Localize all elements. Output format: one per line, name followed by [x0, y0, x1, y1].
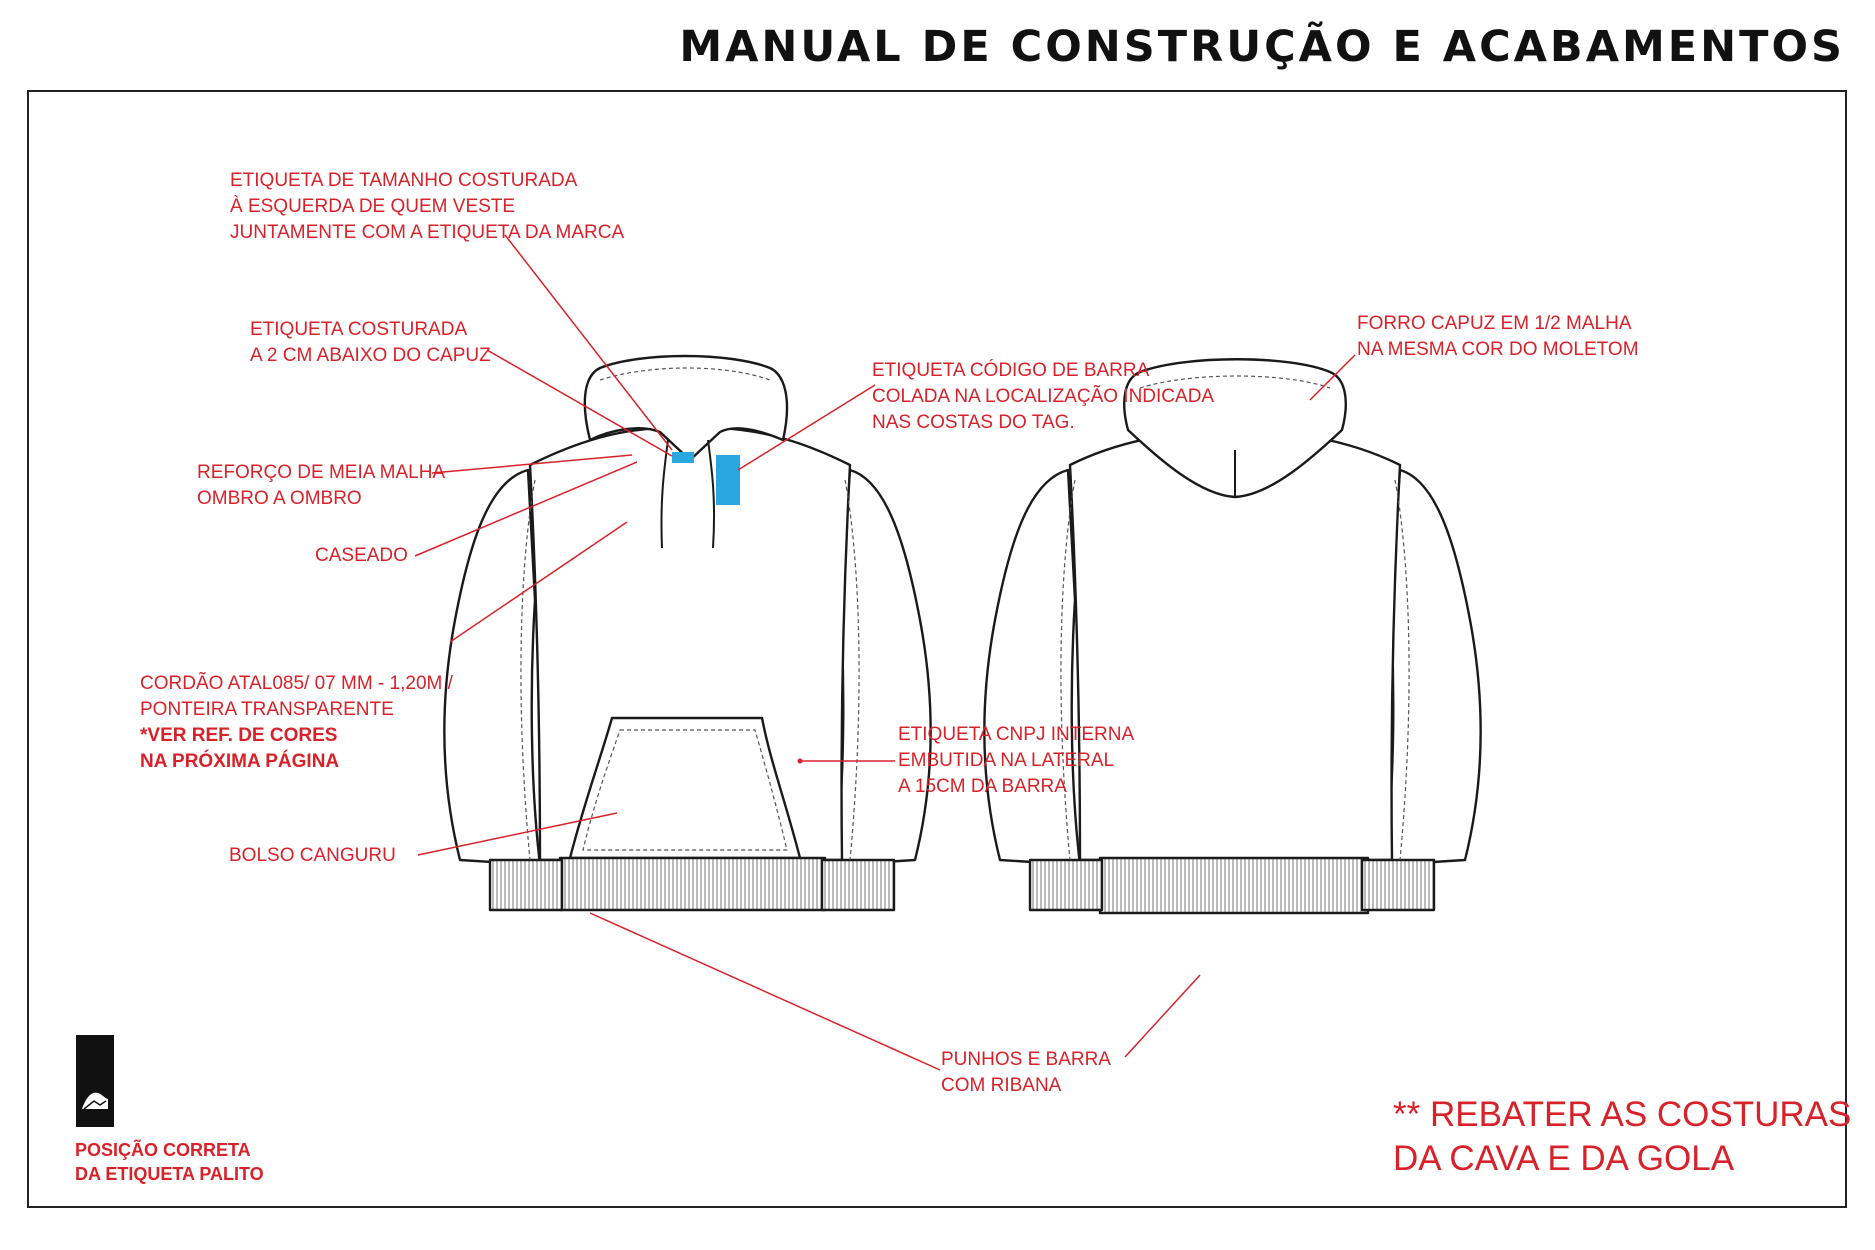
sewn-label-line: A 2 CM ABAIXO DO CAPUZ: [250, 345, 491, 366]
size-tag-marker: [672, 452, 694, 463]
barcode-label-note: [872, 358, 1214, 436]
rebater-note: [1393, 1093, 1851, 1181]
palito-caption-line: DA ETIQUETA PALITO: [75, 1164, 264, 1184]
cnpj-label-line: A 15CM DA BARRA: [898, 776, 1067, 797]
reinforcement-line: REFORÇO DE MEIA MALHA: [197, 462, 446, 483]
hoodie-front: [444, 356, 930, 910]
page-title: MANUAL DE CONSTRUÇÃO E ACABAMENTOS: [679, 22, 1845, 72]
barcode-label-line: NAS COSTAS DO TAG.: [872, 412, 1075, 433]
rebater-line: DA CAVA E DA GOLA: [1393, 1139, 1735, 1178]
cord-color-ref-line: NA PRÓXIMA PÁGINA: [140, 751, 340, 772]
sewn-label-line: ETIQUETA COSTURADA: [250, 319, 468, 340]
size-label-line: JUNTAMENTE COM A ETIQUETA DA MARCA: [230, 222, 625, 243]
cord-line: CORDÃO ATAL085/ 07 MM - 1,20M /: [140, 673, 453, 694]
hood-lining-line: NA MESMA COR DO MOLETOM: [1357, 339, 1639, 360]
cord-note: [140, 671, 453, 775]
barcode-label-line: ETIQUETA CÓDIGO DE BARRA: [872, 360, 1150, 381]
front-right-cuff: [822, 860, 894, 910]
front-kangaroo-pocket: [570, 718, 800, 858]
buttonhole-line: CASEADO: [315, 545, 408, 566]
back-right-cuff: [1362, 860, 1434, 910]
size-label-note: [230, 168, 624, 246]
front-right-sleeve: [835, 470, 931, 865]
pocket-line: BOLSO CANGURU: [229, 845, 396, 866]
size-label-line: ETIQUETA DE TAMANHO COSTURADA: [230, 170, 578, 191]
pocket-note: [229, 843, 396, 869]
size-label-line: À ESQUERDA DE QUEM VESTE: [230, 196, 516, 217]
barcode-tag: [716, 455, 740, 505]
cord-line: PONTEIRA TRANSPARENTE: [140, 699, 394, 720]
sewn-label-note: [250, 317, 491, 369]
front-left-sleeve: [444, 470, 540, 865]
back-left-sleeve: [984, 470, 1080, 865]
palito-caption: [75, 1138, 264, 1186]
front-waistband: [560, 858, 825, 910]
cnpj-label-line: EMBUTIDA NA LATERAL: [898, 750, 1115, 771]
cnpj-label-note: [898, 722, 1134, 800]
quiksilver-logo-icon: [76, 1035, 114, 1127]
palito-caption-line: POSIÇÃO CORRETA: [75, 1140, 251, 1160]
cuffs-line: COM RIBANA: [941, 1075, 1062, 1096]
front-left-cuff: [490, 860, 562, 910]
cnpj-label-line: ETIQUETA CNPJ INTERNA: [898, 724, 1135, 745]
hoodie-back: [984, 359, 1480, 913]
cuffs-note: [941, 1047, 1111, 1099]
reinforcement-line: OMBRO A OMBRO: [197, 488, 362, 509]
barcode-label-line: COLADA NA LOCALIZAÇÃO INDICADA: [872, 386, 1215, 407]
hood-lining-line: FORRO CAPUZ EM 1/2 MALHA: [1357, 313, 1632, 334]
reinforcement-note: [197, 460, 445, 512]
cuffs-line: PUNHOS E BARRA: [941, 1049, 1111, 1070]
back-left-cuff: [1030, 860, 1102, 910]
back-waistband: [1100, 858, 1368, 913]
cord-color-ref-line: *VER REF. DE CORES: [140, 725, 338, 746]
buttonhole-note: [315, 543, 408, 569]
hood-lining-note: [1357, 311, 1639, 363]
rebater-line: ** REBATER AS COSTURAS: [1393, 1095, 1852, 1134]
back-right-sleeve: [1385, 470, 1481, 865]
palito-label-sample: [76, 1035, 114, 1127]
